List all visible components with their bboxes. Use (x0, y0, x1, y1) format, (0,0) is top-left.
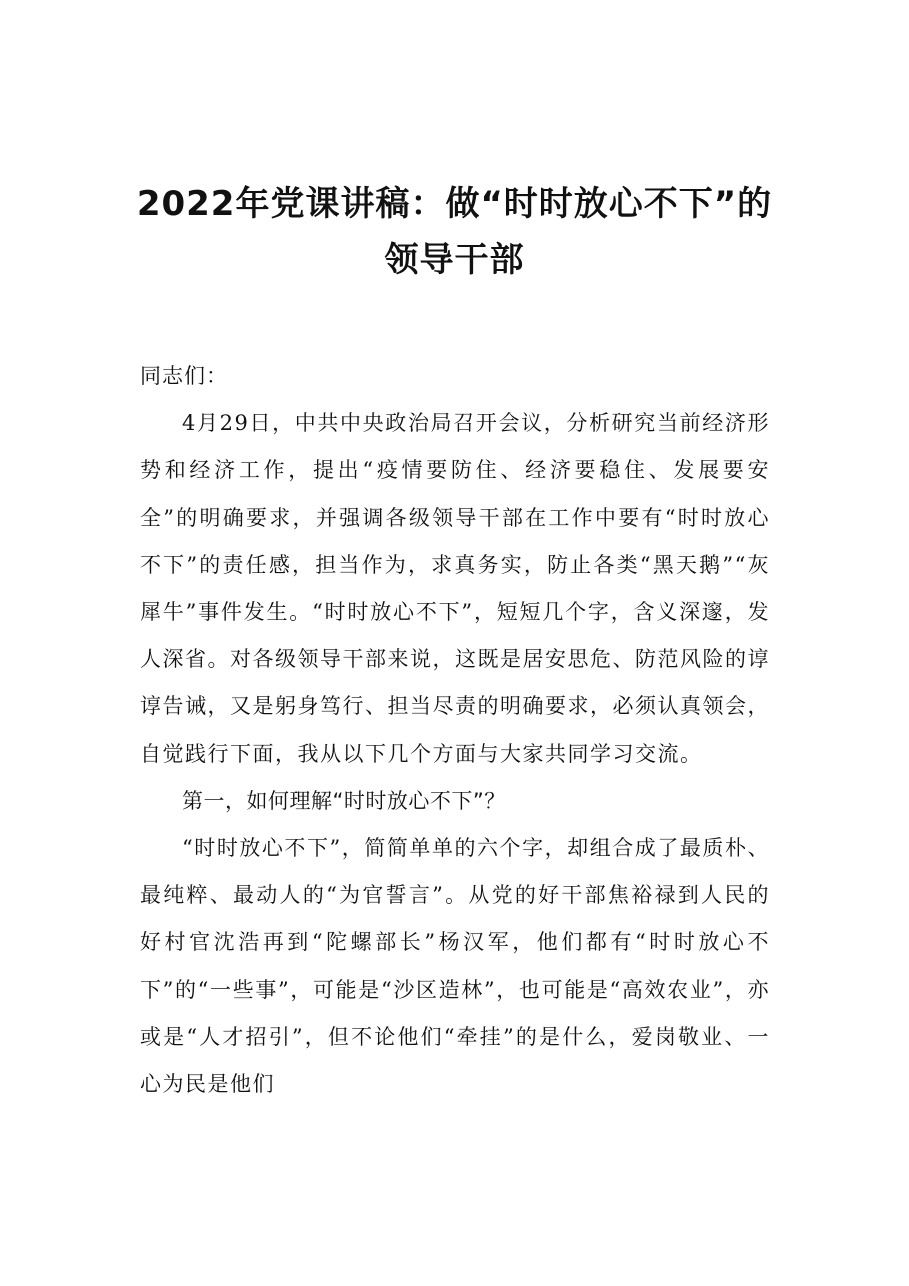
salutation: 同志们： (140, 364, 228, 388)
title-line-2: 领导干部 (384, 240, 525, 280)
document-title (100, 176, 809, 288)
section-heading-1: 第一，如何理解“时时放心不下”？ (182, 788, 506, 813)
document-body (140, 353, 770, 1108)
paragraph-2: “时时放心不下”，简简单单的六个字，却组合成了最质朴、最纯粹、最动人的“为官誓言”。从党的好干部焦裕禄到人民的好村官沈浩再到“陀螺部长”杨汉军，他们都有“时时放心不下”的“一些事”，可能是“沙区造林”，也可能是“高效农业”，亦或是“人才招引”，但不论他们“牵挂”的是什么，爱岗敬业、一心为民是他们 (140, 836, 770, 1097)
title-line-1: 2022年党课讲稿：做“时时放心不下”的 (136, 184, 773, 224)
paragraph-1: 4月29日，中共中央政治局召开会议，分析研究当前经济形势和经济工作，提出“疫情要防住、经济要稳住、发展要安全”的明确要求，并强调各级领导干部在工作中要有“时时放心不下”的责任感，担当作为，求真务实，防止各类“黑天鹅”“灰犀牛”事件发生。“时时放心不下”，短短几个字，含义深邃，发人深省。对各级领导干部来说，这既是居安思危、防范风险的谆谆告诫，又是躬身笃行、担当尽责的明确要求，必须认真领会，自觉践行下面，我从以下几个方面与大家共同学习交流。 (140, 411, 770, 766)
